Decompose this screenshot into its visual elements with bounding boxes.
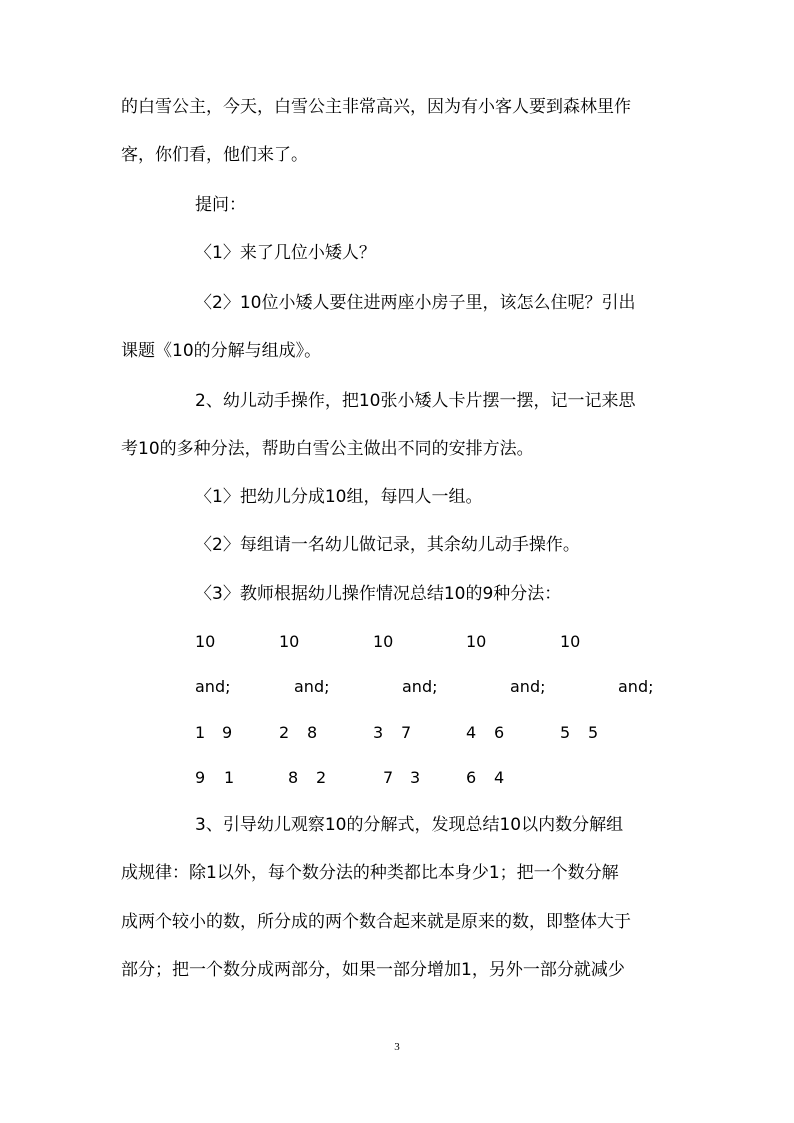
decomposition-part: 8 [307,723,318,742]
decomposition-total: 10 [195,632,216,651]
decomposition-total: 10 [279,632,300,651]
decomposition-total: 10 [373,632,394,651]
text-line: 的白雪公主，今天，白雪公主非常高兴，因为有小客人要到森林里作 [121,97,631,117]
decomposition-part: 4 [466,723,477,742]
decomposition-part: 7 [401,723,412,742]
text-line: 提问： [195,195,246,215]
decomposition-part: 5 [560,723,571,742]
decomposition-part: 2 [279,723,290,742]
decomposition-part: 6 [466,768,477,787]
decomposition-connector: and; [294,677,330,696]
decomposition-connector: and; [195,677,231,696]
text-line: 〈2〉10位小矮人要住进两座小房子里，该怎么住呢？引出 [195,293,636,313]
decomposition-part: 5 [588,723,599,742]
decomposition-part: 7 [383,768,394,787]
decomposition-part: 4 [494,768,505,787]
decomposition-part: 6 [494,723,505,742]
text-line: 课题《10的分解与组成》。 [121,341,322,361]
decomposition-total: 10 [466,632,487,651]
decomposition-part: 1 [195,723,206,742]
decomposition-part: 2 [316,768,327,787]
decomposition-part: 1 [224,768,235,787]
text-line: 〈2〉每组请一名幼儿做记录，其余幼儿动手操作。 [195,535,580,555]
decomposition-connector: and; [402,677,438,696]
text-line: 〈1〉来了几位小矮人？ [195,243,376,263]
page-number: 3 [394,1041,400,1053]
decomposition-connector: and; [618,677,654,696]
decomposition-part: 9 [195,768,206,787]
decomposition-part: 3 [410,768,421,787]
decomposition-connector: and; [510,677,546,696]
decomposition-part: 8 [288,768,299,787]
text-line: 3、引导幼儿观察10的分解式，发现总结10以内数分解组 [195,815,624,835]
text-line: 〈3〉教师根据幼儿操作情况总结10的9种分法： [195,584,562,604]
decomposition-total: 10 [560,632,581,651]
text-line: 客，你们看，他们来了。 [121,145,308,165]
text-line: 〈1〉把幼儿分成10组，每四人一组。 [195,487,483,507]
decomposition-part: 3 [373,723,384,742]
text-line: 考10的多种分法，帮助白雪公主做出不同的安排方法。 [121,439,534,459]
text-line: 成规律：除1以外，每个数分法的种类都比本身少1；把一个数分解 [121,863,619,883]
text-line: 2、幼儿动手操作，把10张小矮人卡片摆一摆，记一记来思 [195,391,636,411]
text-line: 成两个较小的数，所分成的两个数合起来就是原来的数，即整体大于 [121,912,631,932]
decomposition-part: 9 [222,723,233,742]
text-line: 部分；把一个数分成两部分，如果一部分增加1，另外一部分就减少 [121,960,625,980]
